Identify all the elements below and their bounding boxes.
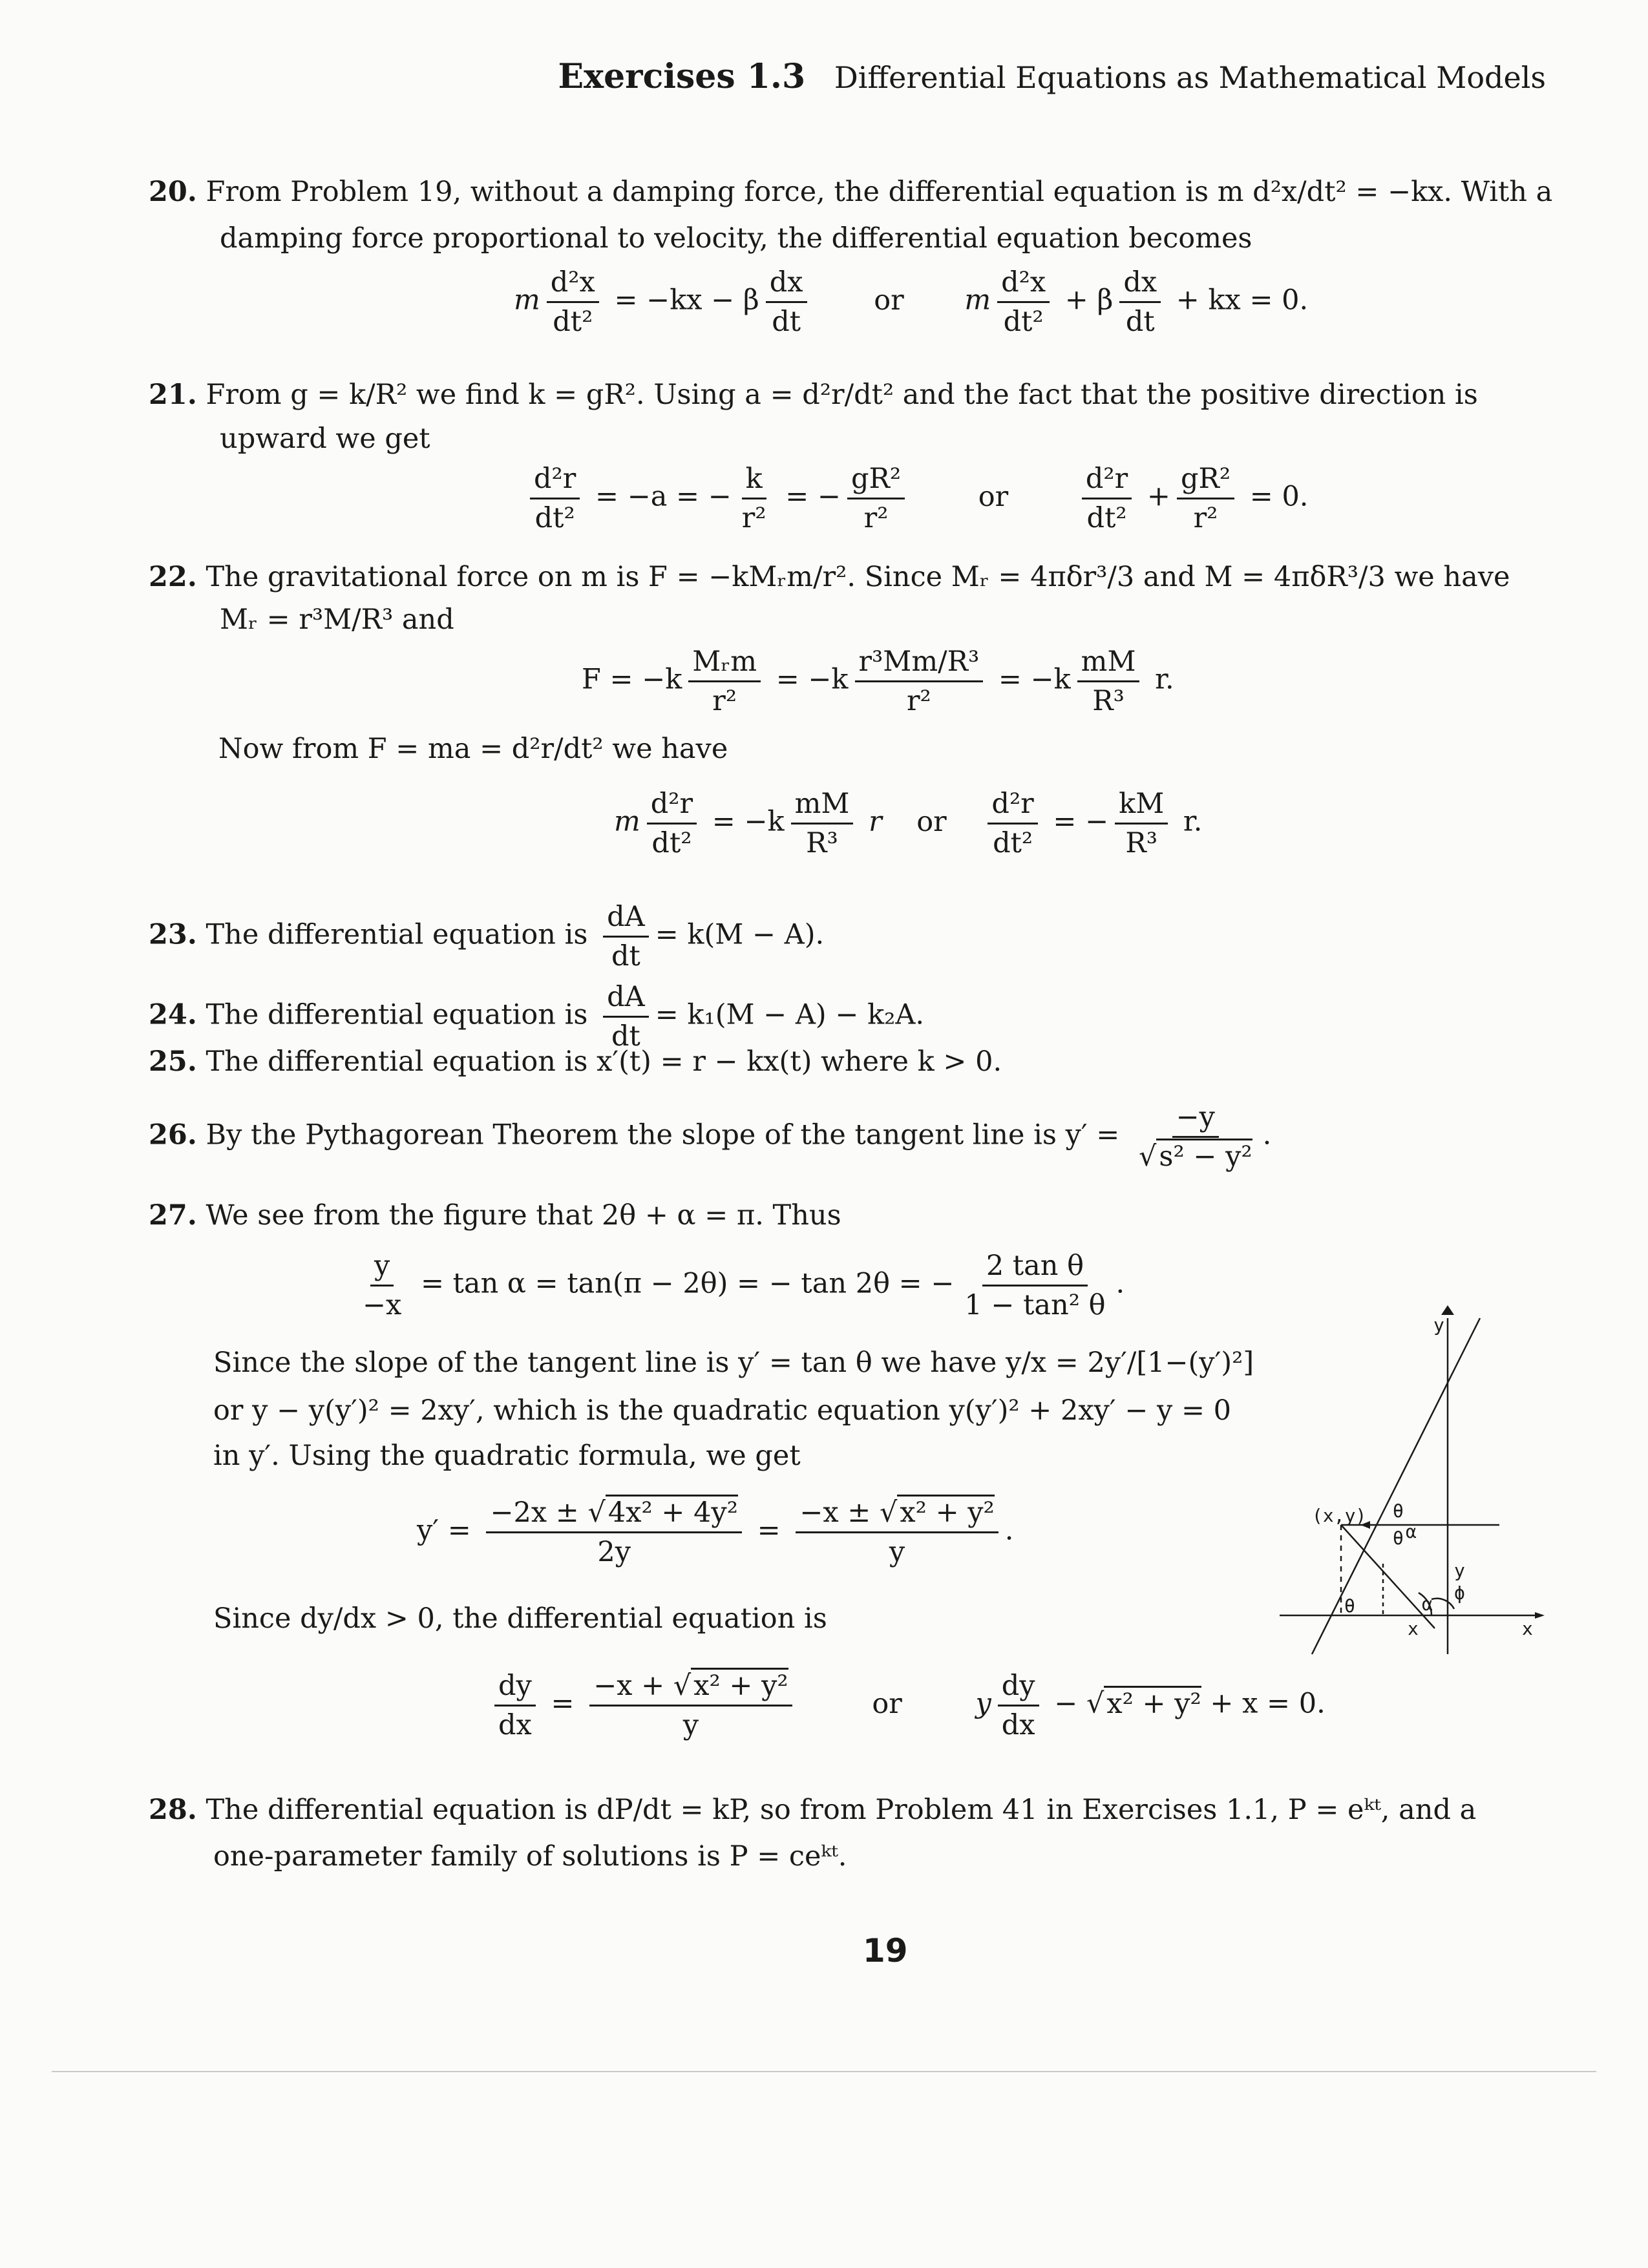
theta-top-label: θ <box>1393 1500 1404 1522</box>
problem-number: 22. <box>149 561 197 593</box>
problem-27-line4: in y′. Using the quadratic formula, we get <box>213 1440 801 1472</box>
problem-number: 24. <box>149 998 197 1031</box>
eq-or: or <box>874 284 904 317</box>
problem-24: 24. The differential equation is $\frac{dA}{dt}$ = k₁(M − A) − k₂A. <box>149 978 924 1055</box>
eq-term: = −kx − β <box>614 284 759 317</box>
problem-28-line2: one-parameter family of solutions is P = ceᵏᵗ. <box>213 1840 847 1873</box>
problem-22-line1 <box>149 554 1510 600</box>
eq-term: m <box>514 284 540 317</box>
eq-term: . <box>1115 1267 1125 1300</box>
problem-text: From Problem 19, without a damping force, the differential equation is m d²x/dt² = −kx. With a <box>206 176 1553 208</box>
eq-term: F = −k <box>582 663 682 696</box>
eq-term: + x = 0. <box>1210 1687 1326 1720</box>
problem-text: The differential equation is <box>206 918 588 951</box>
problem-27-equation-2: y′ = $\frac{\text{−2x ± √4x² + 4y²}}{2y}$ = $\frac{\text{−x ± √x² + y²}}{y}$ . <box>417 1494 1013 1571</box>
problem-21-line2: upward we get <box>220 423 430 455</box>
problem-text: The differential equation is dP/dt = kP, so from Problem 41 in Exercises 1.1, P = eᵏᵗ, and a <box>206 1794 1477 1826</box>
problem-number: 20. <box>149 176 197 208</box>
problem-26: 26. By the Pythagorean Theorem the slope of the tangent line is y′ = $\frac{-y}{\text{√s² − y²}}$ . <box>149 1098 1271 1175</box>
tangent-line-figure <box>1267 1305 1545 1667</box>
problem-23: 23. The differential equation is $\frac{dA}{dt}$ = k(M − A). <box>149 898 824 975</box>
problem-text: We see from the figure that 2θ + α = π. Thus <box>206 1199 841 1232</box>
y-segment-label: y <box>1454 1560 1465 1581</box>
problem-22-line3: Now from F = ma = d²r/dt² we have <box>218 733 728 765</box>
eq-term: r. <box>1155 663 1174 696</box>
problem-number: 23. <box>149 918 197 951</box>
eq-term: r. <box>1183 805 1203 838</box>
eq-term: . <box>1262 1118 1272 1151</box>
problem-20-line2: damping force proportional to velocity, the differential equation becomes <box>220 222 1252 255</box>
problem-number: 27. <box>149 1199 197 1232</box>
problem-text: The gravitational force on m is F = −kMᵣm/r². Since Mᵣ = 4πδr³/3 and M = 4πδR³/3 we have <box>206 561 1510 593</box>
problem-21-line1 <box>149 372 1478 417</box>
problem-27-line3: or y − y(y′)² = 2xy′, which is the quadratic equation y(y′)² + 2xy′ − y = 0 <box>213 1394 1232 1427</box>
eq-term: − <box>1054 1687 1078 1720</box>
phi-arc <box>1431 1599 1454 1609</box>
problem-20-equation: m $\frac{\text{d²x}}{\text{dt²}}$ = −kx − β $\frac{dx}{dt}$ or m $\frac{\text{d²x}}{\text{dt²}}$ + β $\frac{dx}{dt}$ + kx = 0. <box>514 264 1308 341</box>
eq-term: = tan α = tan(π − 2θ) = − tan 2θ = − <box>420 1267 955 1300</box>
eq-term: m <box>614 805 640 838</box>
eq-or: or <box>978 480 1009 513</box>
eq-term: m <box>964 284 991 317</box>
problem-27-equation-3: $\frac{dy}{dx}$ = $\frac{\text{−x + √x² + y²}}{y}$ or y $\frac{dy}{dx}$ − √x² + y² + x = 0. <box>488 1667 1326 1744</box>
eq-term: = − <box>1053 805 1109 838</box>
problem-27-line5: Since dy/dx > 0, the differential equation is <box>213 1602 827 1635</box>
problem-20-line1 <box>149 169 1552 215</box>
phi-label: ϕ <box>1454 1582 1465 1604</box>
problem-27-line2: Since the slope of the tangent line is y′ = tan θ we have y/x = 2y′/[1−(y′)²] <box>213 1347 1254 1379</box>
point-label: (x,y) <box>1312 1505 1367 1526</box>
eq-term: = −k <box>776 663 849 696</box>
problem-number: 26. <box>149 1118 197 1151</box>
problem-22-equation-1: F = −k $\frac{\text{Mᵣm}}{\text{r²}}$ = −k $\frac{\text{r³Mm/R³}}{\text{r²}}$ = −k $\frac{mM}{\text{R³}}$ r. <box>582 643 1174 720</box>
problem-text: From g = k/R² we find k = gR². Using a = d²r/dt² and the fact that the positive direction is <box>206 379 1478 411</box>
eq-term: + β <box>1064 284 1114 317</box>
running-header <box>558 57 1546 96</box>
eq-or: or <box>872 1687 902 1720</box>
eq-term: = <box>551 1687 575 1720</box>
problem-21-equation: $\frac{\text{d²r}}{\text{dt²}}$ = −a = − $\frac{k}{\text{r²}}$ = − $\frac{\text{gR²}}{\text{r²}}$ or $\frac{\text{d²r}}{\text{dt²}}$ + $\frac{\text{gR²}}{\text{r²}}$ = 0. <box>523 460 1308 537</box>
section-title: Differential Equations as Mathematical Models <box>834 60 1546 95</box>
theta-bottom-label: θ <box>1344 1595 1355 1617</box>
section-number: Exercises 1.3 <box>558 57 806 96</box>
eq-term: + kx = 0. <box>1176 284 1309 317</box>
problem-27-equation-1: $\frac{y}{-x}$ = tan α = tan(π − 2θ) = − tan 2θ = − $\frac{\text{2 tan θ}}{\text{1 − tan² θ}}$ . <box>352 1247 1125 1324</box>
eq-or: or <box>916 805 947 838</box>
problem-text: The differential equation is x′(t) = r − kx(t) where k > 0. <box>206 1045 1002 1078</box>
page-number: 19 <box>863 1932 908 1969</box>
eq-term: y <box>975 1687 991 1720</box>
problem-number: 28. <box>149 1794 197 1826</box>
x-segment-label: x <box>1408 1618 1419 1639</box>
eq-term: = − <box>785 480 841 513</box>
problem-text: By the Pythagorean Theorem the slope of the tangent line is y′ = <box>206 1118 1120 1151</box>
eq-term: + <box>1146 480 1170 513</box>
eq-term: = k₁(M − A) − k₂A. <box>655 998 925 1031</box>
problem-22-equation-2: m $\frac{\text{d²r}}{\text{dt²}}$ = −k $\frac{mM}{\text{R³}}$ r or $\frac{\text{d²r}}{\text{dt²}}$ = − $\frac{kM}{\text{R³}}$ r. <box>614 785 1202 862</box>
alpha-top-label: α <box>1406 1521 1417 1542</box>
problem-text: The differential equation is <box>206 998 588 1031</box>
eq-term: = k(M − A). <box>655 918 825 951</box>
theta-inner-label: θ <box>1393 1528 1404 1549</box>
y-axis-label: y <box>1433 1314 1444 1336</box>
eq-term: r <box>869 805 882 838</box>
tangent-line <box>1312 1318 1480 1654</box>
problem-27-line1 <box>149 1193 841 1238</box>
eq-term: = −k <box>998 663 1071 696</box>
eq-term: = −a = − <box>595 480 732 513</box>
x-axis-arrow <box>1535 1612 1545 1619</box>
eq-term: = <box>757 1514 781 1547</box>
eq-term: . <box>1004 1514 1014 1547</box>
problem-25 <box>149 1039 1002 1084</box>
eq-term: = −k <box>712 805 785 838</box>
eq-term: x² + y² <box>1104 1686 1201 1720</box>
x-axis-label: x <box>1522 1618 1533 1639</box>
page-edge-shadow <box>52 2071 1596 2072</box>
alpha-bottom-label: α <box>1422 1593 1433 1615</box>
problem-28-line1 <box>149 1787 1476 1832</box>
eq-term: y′ = <box>417 1514 471 1547</box>
y-axis-arrow <box>1441 1305 1454 1315</box>
problem-22-line2: Mᵣ = r³M/R³ and <box>220 604 454 636</box>
eq-term: = 0. <box>1249 480 1309 513</box>
problem-number: 25. <box>149 1045 197 1078</box>
problem-number: 21. <box>149 379 197 411</box>
